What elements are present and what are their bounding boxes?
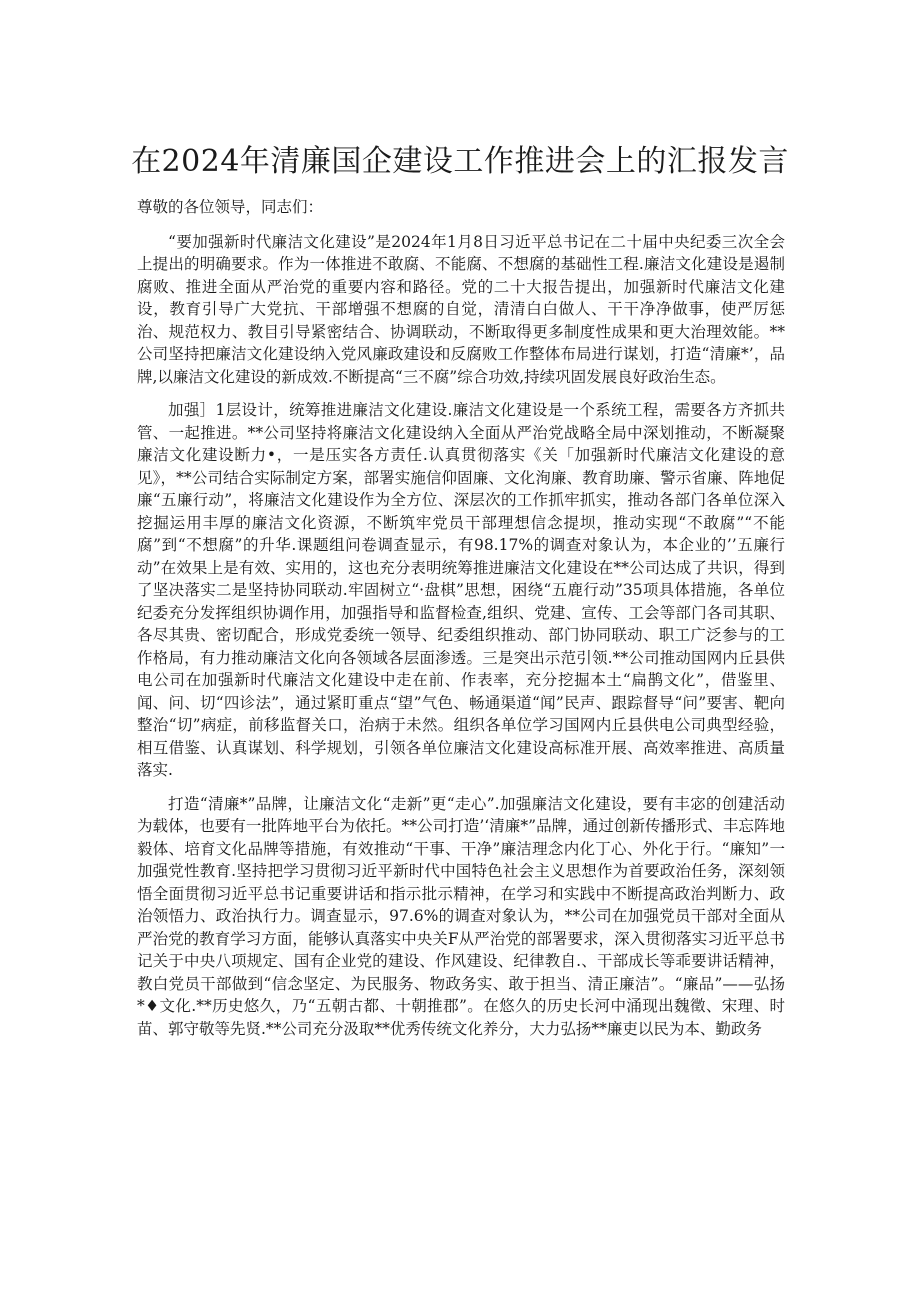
document-title: 在2024年清廉国企建设工作推进会上的汇报发言 bbox=[131, 144, 789, 179]
document-body bbox=[137, 196, 785, 1051]
paragraph-top-level-design: 加强］1层设计，统筹推进廉洁文化建设.廉洁文化建设是一个系统工程，需要各方齐抓共管、一起推进。**公司坚持将廉洁文化建设纳入全面从严治党战略全局中深划推动，不断凝聚廉洁文化建设断力•，一是压实各方责任.认真贯彻落实《关「加强新时代廉洁文化建设的意见》，**公司结合实际制定方案，部署实施信仰固廉、文化洵廉、教育助廉、警示省廉、阵地促廉“五廉行动”，将廉洁文化建设作为全方位、深层次的工作抓牢抓实，推动各部门各单位深入挖掘运用丰厚的廉洁文化资源，不断筑牢党员干部理想信念提坝，推动实现“不敢腐”“不能腐”到“不想腐”的升华.课题组问卷调查显示，有98.17%的调查对象认为，本企业的’’五廉行动”在效果上是有效、实用的，这也充分表明统筹推进廉洁文化建设在**公司达成了共识，得到了坚决落实二是坚持协同联动.牢固树立“·盘棋”思想，困绕“五鹿行动”35项具体措施，各单位纪委充分发挥组织协调作用，加强指导和监督检查,组织、党建、宣传、工会等部门各司其职、各尽其贵、密切配合，形成党委统一领导、纪委组织推动、部门协同联动、职工广泛参与的工作格局，有力推动廉洁文化向各领域各层面渗透。三是突出示范引领.**公司推动国网内丘县供电公司在加强新时代廉洁文化建设中走在前、作表率，充分挖掘本土“扁鹊文化”，借鉴里、闻、问、切“四诊法”，通过紧盯重点“望”气色、畅通渠道“闻”民声、跟踪督导“问”要害、靶向整治“切”病症，前移监督关口，治病于未然。组织各单位学习国网内丘县供电公司典型经验，相互借鉴、认真谋划、科学规划，引领各单位廉洁文化建设高标准开展、高效率推进、高质量落实. bbox=[137, 401, 785, 779]
paragraph-intro: “要加强新时代廉洁文化建设”是2024年1月8日习近平总书记在二十届中央纪委三次全会上提出的明确要求。作为一体推进不敢腐、不能腐、不想腐的基础性工程.廉洁文化建设是遏制腐败、推进全面从严治党的重要内容和路径。党的二十大报告提出，加强新时代廉洁文化建设，教育引导广大党抗、干部增强不想腐的自觉，清清白白做人、干干净净做事，使严厉惩治、规范权力、教目引导紧密结合、协调联动，不断取得更多制度性成果和更大治理效能。**公司坚持把廉洁文化建设纳入党风廉政建设和反腐败工作整体布局进行谋划，打造“清廉*’，品牌,以廉洁文化建设的新成效.不断提高“三不腐”综合功效,持续巩固发展良好政治生态。 bbox=[137, 232, 785, 386]
paragraph-brand-building: 打造“清廉*”品牌，让廉洁文化“走新”更“走心”.加强廉洁文化建设，要有丰宓的创建活动为载体，也要有一批阵地平台为依托。**公司打造’‘清廉*”品牌，通过创新传播形式、丰忘阵地毅体、培育文化品牌等措施，有效推动“干事、干净”廉洁理念内化丁心、外化于行。“廉知”一加强党性教育.坚持把学习贯彻习近平新时代中国特色社会主义思想作为首要政治任务，深刻领悟全面贯彻习近平总书记重要讲话和指示批示精神，在学习和实践中不断提高政治判断力、政治领悟力、政治执行力。调查显示，97.6%的调查对象认为，**公司在加强党员干部对全面从严治党的教育学习方面，能够认真落实中央关F从严治党的部署要求，深入贯彻落实习近平总书记关于中央八项规定、国有企业党的建设、作风建设、纪律教自.、干部成长等乖要讲话精神，教白党员干部做到“信念坚定、为民服务、物政务实、敢于担当、清正廉洁”。“廉品”——弘扬*♦文化.**历史悠久，乃“五朝古都、十朝推郡”。在悠久的历史长河中涌现出魏徵、宋理、时苗、郭守敬等先贤.**公司充分汲取**优秀传统文化养分，大力弘扬**廉吏以民为本、勤政务 bbox=[137, 794, 785, 1038]
salutation: 尊敬的各位领导，同志们： bbox=[137, 198, 324, 216]
